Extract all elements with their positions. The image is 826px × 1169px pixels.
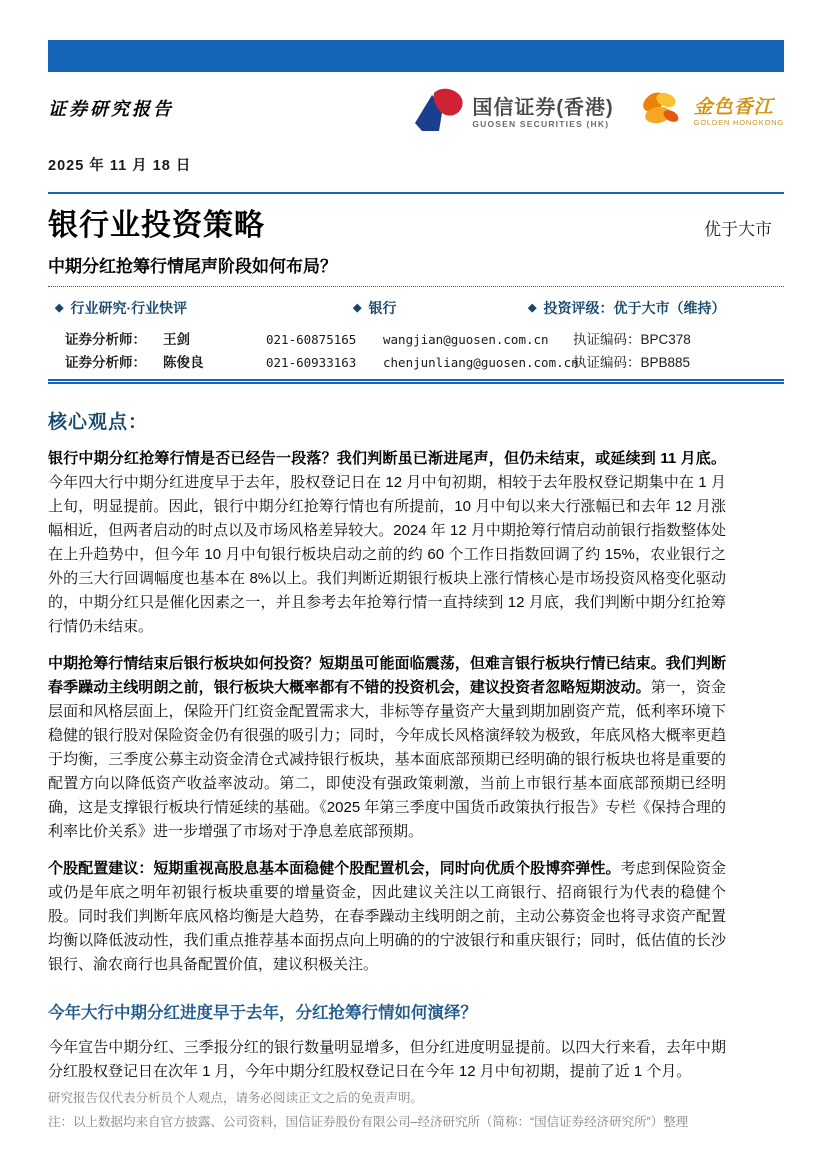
analyst-role: 证券分析师： — [65, 332, 146, 347]
meta-label: 行业研究·行业快评 — [70, 300, 188, 316]
analyst-phone: 021-60933163 — [266, 355, 357, 370]
paragraph-body: 考虑到保险资金或仍是年底之明年初银行板块重要的增量资金，因此建议关注以工商银行、招商银行为代表的稳健个股。同时我们判断年底风格均衡是大趋势，在春季躁动主线明朗之前，主动公募资金也将寻求资产配置均衡以降低波动性，我们重点推荐基本面拐点向上明确的的宁波银行和重庆银行；同时，低估值的长沙银行、渝农商行也具备配置价值，建议积极关注。 — [48, 860, 726, 973]
title-row — [48, 200, 784, 244]
analyst-phone: 021-60875165 — [266, 332, 357, 347]
rating-label: 优于大市 — [704, 220, 772, 239]
analyst-table — [48, 328, 784, 374]
divider-dotted — [48, 286, 784, 287]
divider-solid — [48, 192, 784, 194]
paragraph-body: 第一，资金层面和风格层面上，保险开门红资金配置需求大，非标等存量资产大量到期加剧资产荒，低利率环境下稳健的银行股对保险资金仍有很强的吸引力；同时，今年成长风格演绎较为极致，年底风格大概率更趋于均衡，三季度公募主动资金清仓式减持银行板块，基本面底部预期已经明确的银行板块也将是重要的配置方向以降低资产收益率波动。第二，即使没有强政策刺激，当前上市银行基本面底部预期已经明确，这是支撑银行板块行情延续的基础。《2025 年第三季度中国货币政策执行报告》专栏《保持合理的利率比价关系》进一步增强了市场对于净息差底部预期。 — [48, 679, 726, 840]
report-type-label: 证券研究报告 — [48, 99, 174, 119]
analyst-role: 证券分析师： — [65, 355, 146, 370]
core-view-paragraph-2 — [48, 652, 726, 844]
analyst-email: wangjian@guosen.com.cn — [383, 332, 549, 347]
page-title: 银行业投资策略 — [48, 209, 265, 242]
core-view-paragraph-1 — [48, 447, 726, 639]
core-view-paragraph-3 — [48, 857, 726, 977]
footer-disclaimer: 研究报告仅代表分析员个人观点，请务必阅读正文之后的免责声明。 — [48, 1091, 424, 1105]
meta-row — [48, 298, 784, 318]
analyst-license: 执证编码：BPC378 — [573, 332, 691, 347]
diamond-icon: ◆ — [353, 301, 362, 314]
golden-logo-en: GOLDEN HONGKONG — [693, 118, 784, 128]
analyst-email: chenjunliang@guosen.com.cn — [383, 355, 579, 370]
golden-logo-cn: 金色香江 — [693, 96, 774, 118]
meta-item-industry — [48, 298, 353, 318]
report-date: 2025 年 11 月 18 日 — [48, 158, 192, 174]
core-view-heading: 核心观点： — [48, 412, 149, 433]
report-subtitle: 中期分红抢筹行情尾声阶段如何布局？ — [48, 257, 337, 276]
golden-hongkong-logo — [640, 88, 784, 137]
analyst-license: 执证编码：BPB885 — [573, 355, 691, 370]
page-footer — [48, 1086, 788, 1134]
report-header — [48, 87, 784, 138]
guosen-logo-cn: 国信证券(香港) — [472, 96, 614, 119]
meta-item-rating — [528, 298, 725, 318]
divider-double — [48, 379, 784, 384]
meta-item-sector — [353, 298, 528, 318]
analyst-name: 陈俊良 — [163, 355, 204, 370]
paragraph-lead-bold: 银行中期分红抢筹行情是否已经告一段落？我们判断虽已渐进尾声，但仍未结束，或延续到 11 月底。 — [48, 450, 726, 467]
footer-note: 注：以上数据均来自官方披露、公司资料，国信证券股份有限公司–经济研究所（简称：“国信证券经济研究所”）整理 — [48, 1115, 689, 1129]
guosen-logo-icon — [412, 87, 464, 138]
section-paragraph: 今年宣告中期分红、三季报分红的银行数量明显增多，但分红进度明显提前。以四大行来看，去年中期分红股权登记日在次年 1 月，今年中期分红股权登记日在今年 12 月中旬初期，提前了近 1 个月。 — [48, 1039, 726, 1080]
top-accent-bar — [48, 40, 784, 72]
analyst-name: 王剑 — [163, 332, 190, 347]
guosen-logo — [412, 87, 613, 138]
diamond-icon: ◆ — [528, 301, 537, 314]
paragraph-lead-bold: 中期抢筹行情结束后银行板块如何投资？短期虽可能面临震荡，但难言银行板块行情已结束。我们判断春季躁动主线明朗之前，银行板块大概率都有不错的投资机会，建议投资者忽略短期波动。 — [48, 655, 726, 696]
section-heading: 今年大行中期分红进度早于去年，分红抢筹行情如何演绎？ — [48, 1004, 477, 1022]
diamond-icon: ◆ — [55, 301, 64, 314]
golden-hongkong-logo-icon — [640, 88, 686, 137]
meta-label: 银行 — [368, 300, 397, 316]
analyst-row — [48, 351, 784, 374]
meta-label: 投资评级：优于大市（维持） — [543, 300, 726, 316]
paragraph-body: 今年四大行中期分红进度早于去年，股权登记日在 12 月中旬初期，相较于去年股权登记期集中在 1 月上旬，明显提前。因此，银行中期分红抢筹行情也有所提前，10 月中旬以来大行涨幅已和去年 12 月涨幅相近，但两者启动的时点以及市场风格差异较大。2024 年 12 月中期抢筹行情启动前银行指数整体处在上升趋势中，但今年 10 月中旬银行板块启动之前的约 60 个工作日指数回调了约 15%，农业银行之外的三大行回调幅度也基本在 8%以上。我们判断近期银行板块上涨行情核心是市场投资风格变化驱动的，中期分红只是催化因素之一，并且参考去年抢筹行情一直持续到 12 月底，我们判断中期分红抢筹行情仍未结束。 — [48, 474, 726, 635]
analyst-row — [48, 328, 784, 351]
logo-area — [412, 87, 784, 138]
paragraph-lead-bold: 个股配置建议：短期重视高股息基本面稳健个股配置机会，同时向优质个股博弈弹性。 — [48, 860, 621, 877]
guosen-logo-en: GUOSEN SECURITIES (HK) — [472, 118, 610, 129]
